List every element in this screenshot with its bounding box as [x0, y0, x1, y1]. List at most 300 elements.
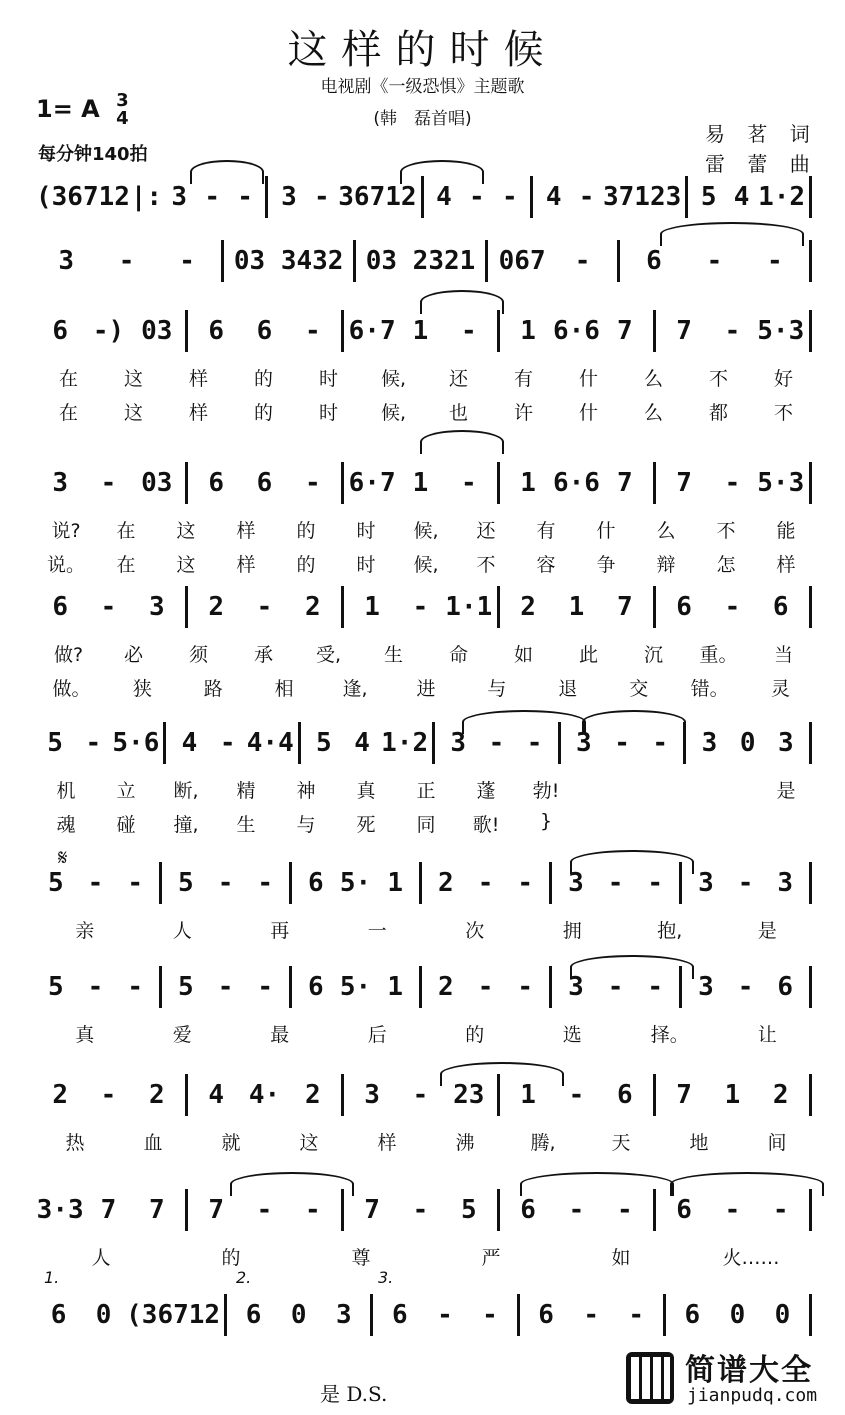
- note: 1: [724, 1080, 741, 1110]
- note: 03 2321: [365, 246, 476, 276]
- note: -: [724, 316, 741, 346]
- note: -: [256, 592, 273, 622]
- note: 1: [387, 868, 404, 898]
- note: 2: [438, 868, 454, 898]
- note: 1: [412, 316, 429, 346]
- note: 3·3: [36, 1195, 84, 1225]
- note: -: [85, 728, 102, 758]
- note: -: [526, 728, 543, 758]
- note: -: [614, 728, 630, 758]
- lyric-syllable: 真: [75, 1024, 95, 1046]
- note: 4: [354, 728, 370, 758]
- note: 2: [52, 1080, 68, 1110]
- note: -: [477, 868, 494, 898]
- note: 5: [700, 182, 717, 212]
- lyric-syllable: 的: [253, 368, 273, 390]
- note: 3: [364, 1080, 380, 1110]
- note: 6: [676, 1195, 692, 1225]
- watermark-title: 简谱大全: [685, 1353, 813, 1388]
- lyric-syllable: 时: [318, 402, 338, 424]
- barline: [341, 586, 344, 628]
- key-signature: [36, 92, 129, 128]
- barline: [485, 240, 488, 282]
- staff-row: [36, 1290, 816, 1340]
- barline: [224, 1294, 227, 1336]
- barline: [341, 1074, 344, 1116]
- note-line: [36, 458, 816, 508]
- lyric-syllable: 能: [776, 520, 796, 542]
- note: 6: [392, 1300, 408, 1330]
- note: 1: [364, 592, 380, 622]
- lyric-syllable: 最: [270, 1024, 290, 1046]
- lyric-syllable: 在: [116, 554, 136, 576]
- note: 6: [684, 1300, 701, 1330]
- note: -: [460, 468, 477, 498]
- note: 3: [698, 972, 714, 1002]
- slur-arc: [660, 222, 804, 246]
- note: -: [488, 728, 505, 758]
- lyric-syllable: 血: [143, 1132, 163, 1154]
- note: -: [256, 1195, 273, 1225]
- note: -: [616, 1195, 633, 1225]
- note: 6: [772, 592, 789, 622]
- lyric-syllable: 这: [299, 1132, 319, 1154]
- time-top: 3: [116, 90, 129, 111]
- lyric-syllable: 在: [58, 402, 78, 424]
- lyric-syllable: 这: [176, 520, 196, 542]
- barline: [497, 1189, 500, 1231]
- lyric-syllable: 不: [476, 554, 496, 576]
- lyric-line: [36, 640, 816, 667]
- lyric-syllable: 让: [757, 1024, 777, 1046]
- slur-arc: [420, 430, 504, 454]
- note: 6: [777, 972, 794, 1002]
- note: -: [304, 316, 321, 346]
- lyric-line: [36, 398, 816, 425]
- lyric-syllable: 做。: [52, 678, 91, 700]
- lyric-syllable: 狭: [132, 678, 152, 700]
- lyric-syllable: 的: [465, 1024, 485, 1046]
- slur-arc: [230, 1172, 354, 1196]
- note: -: [517, 868, 534, 898]
- note: 5: [48, 972, 64, 1002]
- note: 2: [148, 1080, 165, 1110]
- note: 5: [460, 1195, 477, 1225]
- note: -: [706, 246, 723, 276]
- barline: [497, 586, 500, 628]
- note: 6·6: [552, 316, 600, 346]
- lyric-syllable: 么: [643, 402, 663, 424]
- note: -: [724, 1195, 741, 1225]
- lyric-syllable: 碰: [116, 814, 136, 836]
- note: -: [412, 1080, 429, 1110]
- song-title: 这样的时候: [287, 27, 558, 73]
- note: 4·4: [246, 728, 294, 758]
- lyric-syllable: 魂: [56, 814, 76, 836]
- watermark-url: jianpudq.com: [687, 1385, 818, 1406]
- lyric-syllable: 正: [416, 780, 436, 802]
- note: 7: [616, 592, 633, 622]
- note: 6: [256, 316, 273, 346]
- lyric-syllable: 候,: [413, 520, 439, 542]
- staff-row: [36, 458, 816, 508]
- note: -: [237, 182, 253, 212]
- slur-arc: [570, 955, 694, 979]
- note: -: [118, 246, 135, 276]
- lyric-syllable: [756, 810, 816, 837]
- note: 6: [52, 592, 68, 622]
- note: -: [179, 246, 195, 276]
- note: 5: [178, 868, 194, 898]
- lyric-syllable: 错。: [690, 678, 729, 700]
- lyric-line: [36, 1243, 816, 1270]
- note: 6: [256, 468, 273, 498]
- lyric-syllable: 争: [596, 554, 616, 576]
- note: 3: [698, 868, 714, 898]
- lyric-syllable: 逢,: [342, 678, 368, 700]
- note: -: [477, 972, 494, 1002]
- barline: [185, 1189, 188, 1231]
- note: 37123: [603, 182, 682, 212]
- slur-arc: [582, 710, 686, 734]
- slur-arc: [400, 160, 484, 184]
- lyric-syllable: 重。: [699, 644, 738, 666]
- lyric-syllable: [636, 776, 696, 803]
- note: 0: [739, 728, 756, 758]
- note: -: [127, 868, 143, 898]
- barline: [549, 862, 552, 904]
- lyric-syllable: 与: [487, 678, 507, 700]
- note: -: [87, 972, 104, 1002]
- barline: [685, 176, 688, 218]
- lyric-syllable: 有: [536, 520, 556, 542]
- lyric-syllable: [636, 810, 696, 837]
- lyric-syllable: 样: [188, 402, 208, 424]
- note: -: [412, 1195, 429, 1225]
- watermark-logo: [625, 1345, 835, 1411]
- lyric-syllable: }: [539, 810, 553, 832]
- lyric-syllable: 间: [767, 1132, 787, 1154]
- lyric-syllable: 进: [416, 678, 436, 700]
- barline: [185, 1074, 188, 1116]
- note: -: [437, 1300, 453, 1330]
- lyric-syllable: 须: [188, 644, 208, 666]
- barline: [809, 1294, 812, 1336]
- lyric-syllable: 勃!: [532, 780, 560, 802]
- lyric-syllable: 沸: [455, 1132, 475, 1154]
- lyric-syllable: 好: [773, 368, 793, 390]
- lyric-line: [36, 550, 816, 577]
- lyric-syllable: 么: [656, 520, 676, 542]
- barline: [159, 966, 162, 1008]
- note-line: [36, 1070, 816, 1120]
- lyric-syllable: 抱,: [657, 920, 683, 942]
- lyric-syllable: 还: [448, 368, 468, 390]
- note: 4·: [248, 1080, 281, 1110]
- slur-arc: [462, 710, 586, 734]
- note: 3: [777, 868, 794, 898]
- note: 1: [520, 1080, 536, 1110]
- note: -: [87, 868, 104, 898]
- note: 3: [568, 868, 584, 898]
- note: -: [737, 972, 754, 1002]
- lyric-syllable: 人: [172, 920, 192, 942]
- lyric-syllable: 这: [176, 554, 196, 576]
- barline: [809, 586, 812, 628]
- note: 1: [387, 972, 404, 1002]
- lyric-line: [36, 1128, 816, 1155]
- note: 3: [58, 246, 75, 276]
- note: -: [517, 972, 534, 1002]
- lyric-syllable: 的: [253, 402, 273, 424]
- note: -: [412, 592, 429, 622]
- lyric-syllable: 路: [203, 678, 223, 700]
- lyric-syllable: 择。: [650, 1024, 689, 1046]
- note: 5: [316, 728, 332, 758]
- lyric-syllable: [576, 776, 636, 803]
- note: 7: [208, 1195, 224, 1225]
- lyric-syllable: 神: [296, 780, 316, 802]
- note: 6: [538, 1300, 554, 1330]
- note: -: [772, 1195, 789, 1225]
- note: 03: [141, 468, 173, 498]
- song-subtitle: 电视剧《一级恐惧》主题歌: [320, 77, 525, 97]
- lyric-line: [36, 364, 816, 391]
- barline: [497, 462, 500, 504]
- note: -: [219, 728, 236, 758]
- note-line: [36, 582, 816, 632]
- note: 3: [450, 728, 467, 758]
- lyric-line: [36, 776, 816, 803]
- barline: [530, 176, 533, 218]
- note: 6: [50, 1300, 67, 1330]
- barline: [497, 310, 500, 352]
- barline: [809, 862, 812, 904]
- lyric-syllable: 相: [274, 678, 294, 700]
- lyric-syllable: 与: [296, 814, 316, 836]
- lyric-line: [36, 916, 816, 943]
- barline: [809, 240, 812, 282]
- note: 067: [498, 246, 546, 276]
- note: 1: [568, 592, 585, 622]
- note: -: [568, 1195, 585, 1225]
- barline: [298, 722, 301, 764]
- lyric-syllable: 什: [578, 368, 598, 390]
- note: 1: [520, 468, 536, 498]
- note: -: [460, 316, 477, 346]
- lyric-syllable: 不: [708, 368, 728, 390]
- note: 6: [308, 972, 324, 1002]
- barline: [419, 862, 422, 904]
- ending-2-label: 2.: [236, 1268, 252, 1287]
- note: 1·2: [758, 182, 806, 212]
- note: -: [217, 868, 234, 898]
- note-line: [36, 1290, 816, 1340]
- barline: [289, 862, 292, 904]
- note: (36712: [126, 1300, 221, 1330]
- staff-row: [36, 858, 816, 908]
- lyricist-credit: 易 茗 词: [705, 122, 818, 146]
- lyric-syllable: 都: [708, 402, 728, 424]
- time-signature: [116, 92, 129, 128]
- note: 7: [616, 468, 633, 498]
- note: 6: [208, 468, 224, 498]
- barline: [549, 966, 552, 1008]
- staff-row: [36, 718, 816, 768]
- note: 5·: [339, 868, 372, 898]
- lyric-syllable: 天: [611, 1132, 631, 1154]
- barline: [653, 1074, 656, 1116]
- lyric-syllable: 当: [773, 644, 793, 666]
- barline: [341, 462, 344, 504]
- lyric-syllable: 做?: [53, 644, 84, 666]
- lyric-syllable: 如: [611, 1247, 631, 1269]
- slur-arc: [570, 850, 694, 874]
- lyric-syllable: 时: [318, 368, 338, 390]
- lyric-syllable: 机: [56, 780, 76, 802]
- note: -: [766, 246, 783, 276]
- note: 4: [208, 1080, 224, 1110]
- note: 5·3: [757, 468, 805, 498]
- lyric-syllable: 灵: [771, 678, 791, 700]
- lyric-syllable: 辩: [656, 554, 676, 576]
- note: 4: [733, 182, 750, 212]
- barline: [185, 462, 188, 504]
- lyric-syllable: 这: [123, 368, 143, 390]
- lyric-syllable: 么: [643, 368, 663, 390]
- note: 2: [304, 592, 321, 622]
- lyric-syllable: 就: [221, 1132, 241, 1154]
- lyric-syllable: 退: [558, 678, 578, 700]
- lyric-syllable: 断,: [173, 780, 199, 802]
- slur-arc: [670, 1172, 824, 1196]
- barline: [221, 240, 224, 282]
- lyric-syllable: 生: [383, 644, 403, 666]
- lyric-syllable: [576, 810, 636, 837]
- lyric-syllable: [696, 776, 756, 803]
- barline: [809, 722, 812, 764]
- lyric-syllable: 在: [58, 368, 78, 390]
- note-line: [36, 858, 816, 908]
- note: 1·2: [381, 728, 429, 758]
- note: 1: [520, 316, 536, 346]
- lyric-syllable: 生: [236, 814, 256, 836]
- note: 36712: [338, 182, 417, 212]
- lyric-syllable: 后: [367, 1024, 387, 1046]
- note: -: [501, 182, 518, 212]
- note-line: [36, 962, 816, 1012]
- barline: [185, 586, 188, 628]
- note: 6: [308, 868, 324, 898]
- lyric-syllable: 样: [188, 368, 208, 390]
- barline: [341, 310, 344, 352]
- lyric-syllable: 蓬: [476, 780, 496, 802]
- lyric-syllable: 人: [91, 1247, 111, 1269]
- lyric-syllable: 时: [356, 520, 376, 542]
- note: -: [313, 182, 330, 212]
- note: 6: [52, 316, 68, 346]
- lyric-line: [36, 1020, 816, 1047]
- ending-1-label: 1.: [44, 1268, 60, 1287]
- note: 23: [453, 1080, 485, 1110]
- lyric-syllable: 次: [465, 920, 485, 942]
- key-label: 1= A: [36, 95, 100, 123]
- lyric-syllable: 候,: [413, 554, 439, 576]
- segno-sign: 𝄋: [58, 846, 68, 871]
- lyric-syllable: 交: [629, 678, 649, 700]
- note: 7: [676, 316, 692, 346]
- lyric-syllable: 必: [123, 644, 143, 666]
- note: 2: [304, 1080, 321, 1110]
- note: 5·3: [757, 316, 805, 346]
- note: |:: [130, 182, 163, 212]
- note: 1·1: [445, 592, 493, 622]
- note: -): [92, 316, 125, 346]
- lyric-syllable: 撞,: [173, 814, 199, 836]
- lyric-syllable: 的: [296, 520, 316, 542]
- note: -: [304, 1195, 321, 1225]
- note: 2: [208, 592, 224, 622]
- note: -: [304, 468, 321, 498]
- lyric-syllable: 沉: [643, 644, 663, 666]
- lyric-line: [36, 674, 816, 701]
- note: 5: [48, 868, 64, 898]
- lyric-syllable: 腾,: [530, 1132, 556, 1154]
- lyric-syllable: 怎: [716, 554, 736, 576]
- note: 5: [178, 972, 194, 1002]
- lyric-syllable: 样: [236, 554, 256, 576]
- note: 4: [436, 182, 452, 212]
- note: -: [578, 182, 595, 212]
- lyric-syllable: 严: [481, 1247, 501, 1269]
- lyric-line: [36, 810, 816, 837]
- barline: [163, 722, 166, 764]
- note: 4: [545, 182, 562, 212]
- note: 2: [772, 1080, 789, 1110]
- note: -: [257, 868, 274, 898]
- lyric-syllable: 此: [578, 644, 598, 666]
- note: -: [652, 728, 669, 758]
- lyric-syllable: 说。: [46, 554, 85, 576]
- lyric-syllable: 受,: [315, 644, 342, 666]
- note: 4: [181, 728, 198, 758]
- note: 1: [412, 468, 429, 498]
- lyric-syllable: 拥: [562, 920, 582, 942]
- lyric-syllable: 还: [476, 520, 496, 542]
- note: 5·: [339, 972, 372, 1002]
- lyric-syllable: 承: [253, 644, 273, 666]
- tempo-mark: 每分钟140拍: [38, 144, 148, 165]
- lyric-syllable: 候,: [380, 368, 407, 390]
- note: -: [628, 1300, 645, 1330]
- note: 03 3432: [233, 246, 344, 276]
- lyric-syllable: 爱: [172, 1024, 192, 1046]
- lyric-syllable: 火……: [722, 1247, 780, 1269]
- lyric-syllable: 在: [116, 520, 136, 542]
- lyric-syllable: 许: [513, 402, 533, 424]
- lyric-syllable: 热: [65, 1132, 85, 1154]
- lyric-syllable: 选: [562, 1024, 582, 1046]
- lyric-syllable: 什: [596, 520, 616, 542]
- note: 3: [778, 728, 794, 758]
- lyric-syllable: 样: [377, 1132, 397, 1154]
- barline: [809, 310, 812, 352]
- slur-arc: [520, 1172, 674, 1196]
- note: -: [724, 468, 741, 498]
- time-bottom: 4: [116, 108, 129, 129]
- lyric-syllable: 不: [773, 402, 793, 424]
- slur-arc: [440, 1062, 564, 1086]
